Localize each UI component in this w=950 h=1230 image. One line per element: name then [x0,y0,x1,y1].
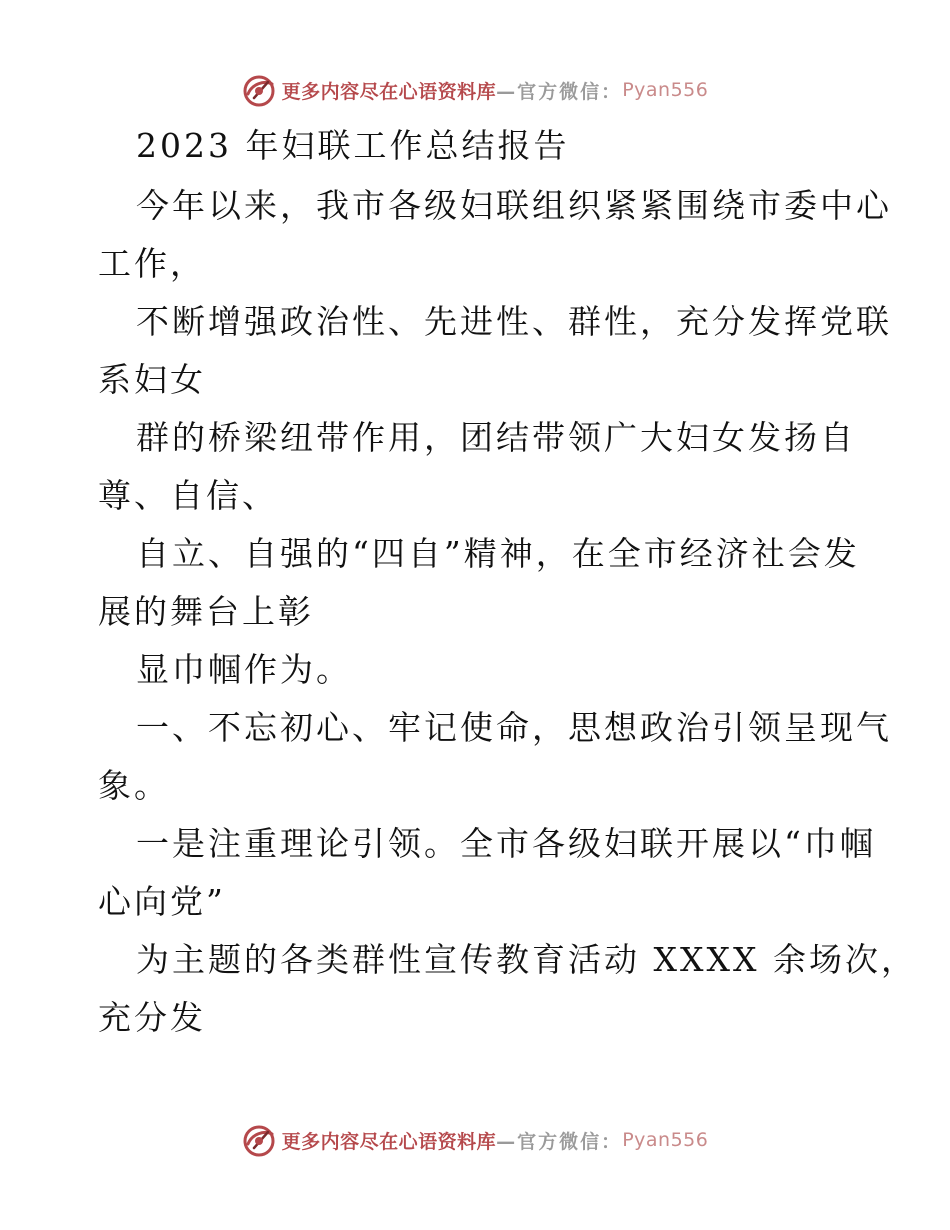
paragraph-line: 为主题的各类群性宣传教育活动 XXXX 余场次， [136,940,917,979]
watermark-wechat-id: Pyan556 [622,1129,709,1151]
paragraph-line: 展的舞台上彰 [98,592,314,631]
paragraph-line: 显巾帼作为。 [136,650,352,689]
paragraph-line: 心向党” [98,882,226,921]
document-title: 2023 年妇联工作总结报告 [136,126,570,165]
footer-watermark [0,1120,950,1160]
paragraph-line: 一是注重理论引领。全市各级妇联开展以“巾帼 [136,824,876,863]
watermark-wechat-label: —官方微信： [496,1130,623,1153]
paragraph-line: 象。 [98,766,170,805]
paragraph-line: 工作， [98,244,206,283]
paragraph-line: 充分发 [98,998,206,1037]
paragraph-line: 系妇女 [98,360,206,399]
paragraph-line: 尊、自信、 [98,476,278,515]
section-heading: 一、不忘初心、牢记使命，思想政治引领呈现气 [136,708,892,747]
red-swirl-logo-icon [242,72,278,108]
paragraph-line: 不断增强政治性、先进性、群性，充分发挥党联 [136,302,892,341]
header-watermark [0,70,950,110]
watermark-wechat-label: —官方微信： [496,80,623,103]
watermark-site-text: 更多内容尽在心语资料库 [281,80,497,103]
watermark-site-text: 更多内容尽在心语资料库 [281,1130,497,1153]
watermark-wechat-id: Pyan556 [622,79,709,101]
paragraph-line: 自立、自强的“四自”精神，在全市经济社会发 [136,534,860,573]
paragraph-line: 今年以来，我市各级妇联组织紧紧围绕市委中心 [136,186,892,225]
paragraph-line: 群的桥梁纽带作用，团结带领广大妇女发扬自 [136,418,856,457]
red-swirl-logo-icon [242,1122,278,1158]
